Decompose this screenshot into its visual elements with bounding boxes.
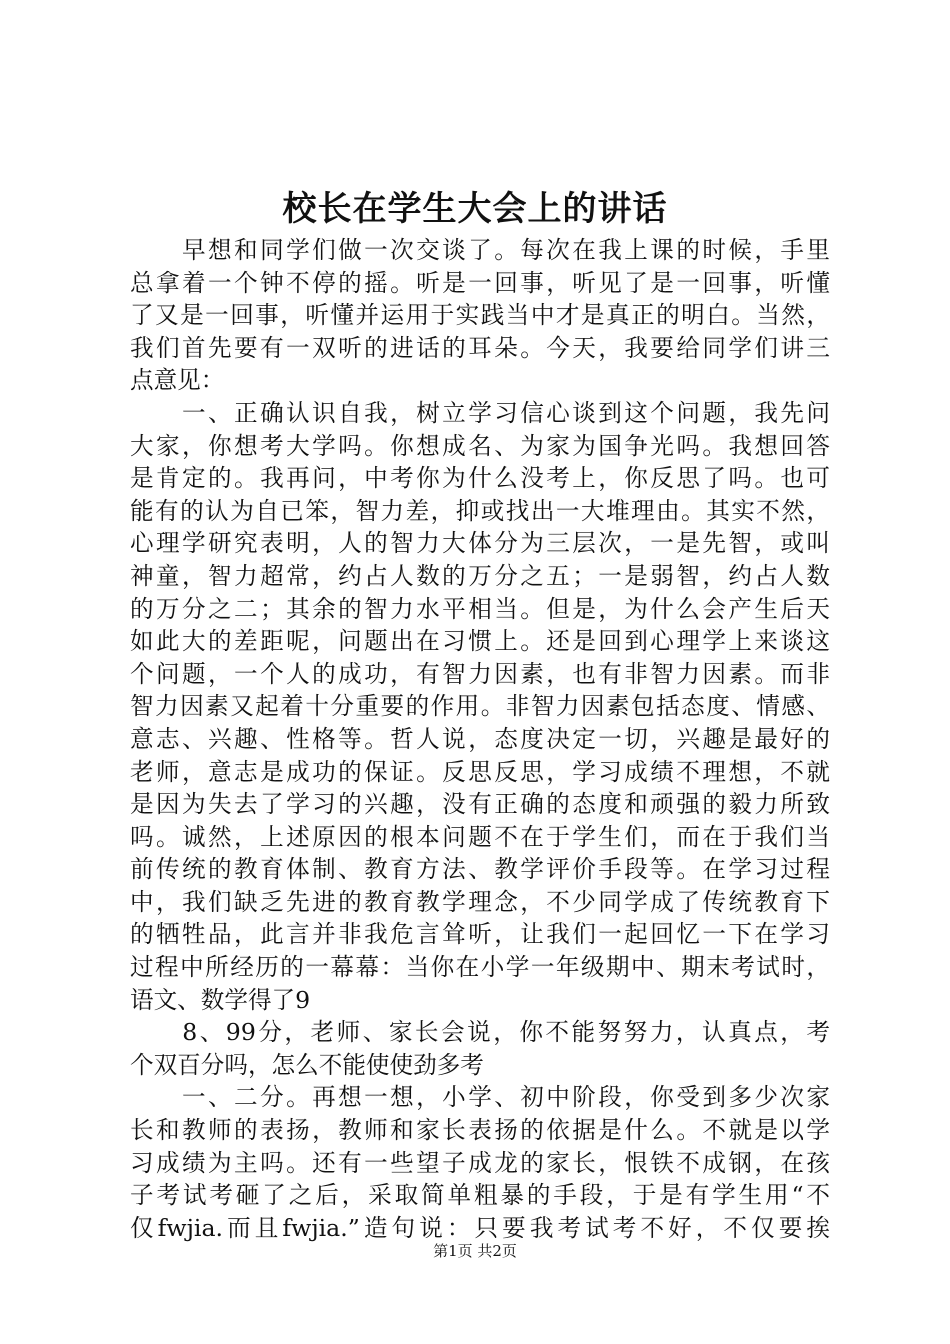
body-line: 早想和同学们做一次交谈了。每次在我上课的时候，手里 bbox=[130, 236, 830, 264]
body-line: 意志、兴趣、性格等。哲人说，态度决定一切，兴趣是最好的 bbox=[130, 724, 830, 753]
body-line: 过程中所经历的一幕幕：当你在小学一年级期中、期末考试时， bbox=[130, 953, 830, 982]
body-line: 总拿着一个钟不停的摇。听是一回事，听见了是一回事，听懂 bbox=[130, 268, 830, 297]
body-line: 的牺牲品，此言并非我危言耸听，让我们一起回忆一下在学习 bbox=[130, 920, 830, 949]
body-line: 点意见： bbox=[130, 366, 225, 395]
body-line: 吗。诚然，上述原因的根本问题不在于学生们，而在于我们当 bbox=[130, 822, 830, 851]
body-line: 如此大的差距呢，问题出在习惯上。还是回到心理学上来谈这 bbox=[130, 627, 830, 656]
body-line: 神童，智力超常，约占人数的万分之五；一是弱智，约占人数 bbox=[130, 561, 830, 590]
body-line: 中，我们缺乏先进的教育教学理念，不少同学成了传统教育下 bbox=[130, 887, 830, 916]
body-line: 我们首先要有一双听的进话的耳朵。今天，我要给同学们讲三 bbox=[130, 333, 830, 362]
body-line: 一、正确认识自我，树立学习信心谈到这个问题，我先问 bbox=[130, 398, 830, 427]
body-line: 8、99分，老师、家长会说，你不能努努力，认真点，考 bbox=[130, 1018, 830, 1047]
document-body bbox=[130, 234, 830, 1244]
body-line: 老师，意志是成功的保证。反思反思，学习成绩不理想，不就 bbox=[130, 757, 830, 786]
body-line: 是因为失去了学习的兴趣，没有正确的态度和顽强的毅力所致 bbox=[130, 790, 830, 819]
body-line: 仅fwjia.而且fwjia.”造句说：只要我考试考不好，不仅要挨 bbox=[130, 1213, 830, 1242]
body-line: 长和教师的表扬，教师和家长表扬的依据是什么。不就是以学 bbox=[130, 1116, 830, 1145]
body-line: 前传统的教育体制、教育方法、教学评价手段等。在学习过程 bbox=[130, 855, 830, 884]
page-footer: 第1页 共2页 bbox=[433, 1242, 517, 1260]
body-line: 大家，你想考大学吗。你想成名、为家为国争光吗。我想回答 bbox=[130, 431, 830, 460]
document-title: 校长在学生大会上的讲话 bbox=[282, 189, 668, 229]
body-line: 是肯定的。我再问，中考你为什么没考上，你反思了吗。也可 bbox=[130, 464, 830, 493]
body-line: 心理学研究表明，人的智力大体分为三层次，一是先智，或叫 bbox=[130, 529, 830, 558]
body-line: 能有的认为自已笨，智力差，抑或找出一大堆理由。其实不然， bbox=[130, 496, 830, 525]
body-line: 的万分之二；其余的智力水平相当。但是，为什么会产生后天 bbox=[130, 594, 830, 623]
body-line: 一、二分。再想一想，小学、初中阶段，你受到多少次家 bbox=[130, 1083, 830, 1112]
body-line: 智力因素又起着十分重要的作用。非智力因素包括态度、情感、 bbox=[130, 692, 830, 721]
body-line: 个问题，一个人的成功，有智力因素，也有非智力因素。而非 bbox=[130, 659, 830, 688]
body-line: 习成绩为主吗。还有一些望子成龙的家长，恨铁不成钢，在孩 bbox=[130, 1148, 830, 1177]
body-line: 子考试考砸了之后，采取简单粗暴的手段，于是有学生用“不 bbox=[130, 1181, 830, 1210]
body-line: 语文、数学得了9 bbox=[130, 985, 311, 1014]
body-line: 个双百分吗，怎么不能使使劲多考 bbox=[130, 1050, 484, 1079]
body-line: 了又是一回事，听懂并运用于实践当中才是真正的明白。当然， bbox=[130, 301, 830, 330]
